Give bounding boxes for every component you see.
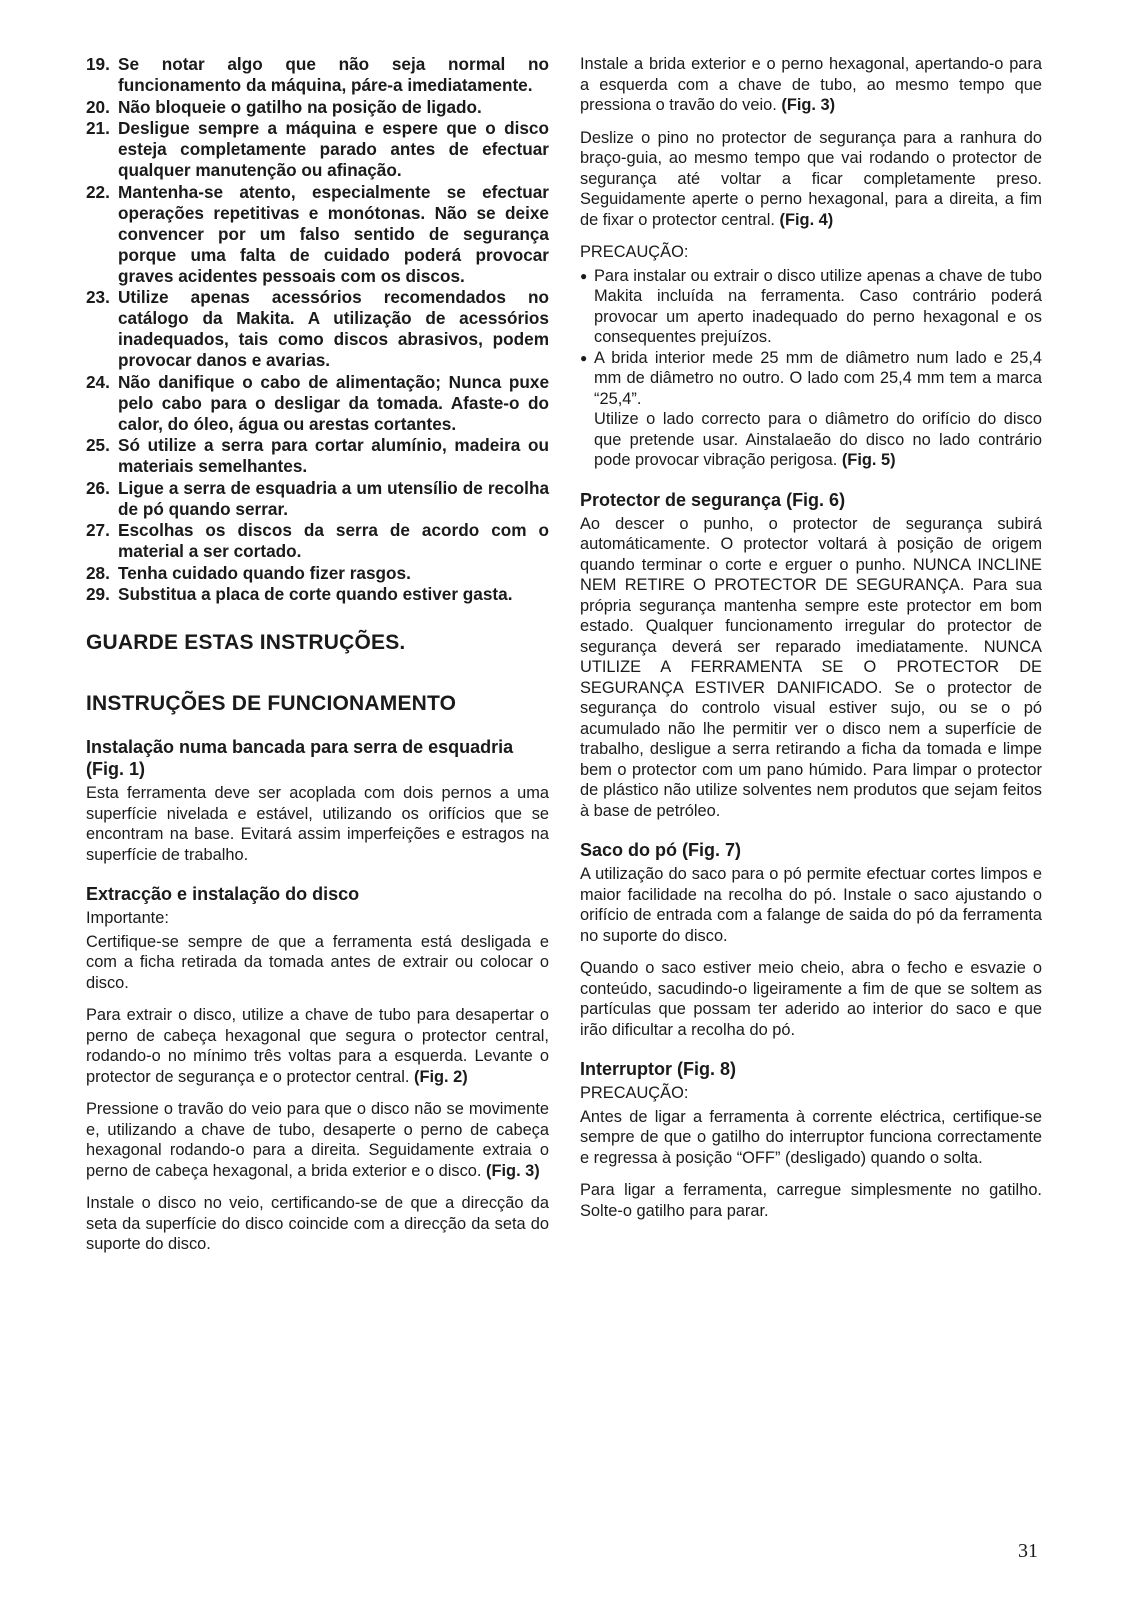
rule-number: 29. <box>86 584 110 604</box>
install-disc-text: Instale o disco no veio, certificando-se de que a direcção da seta da superfície do disco coincide com a direcção da seta do suporte do disco. <box>86 1194 549 1253</box>
list-item <box>86 520 549 562</box>
list-item <box>86 182 549 287</box>
rule-text: Ligue a serra de esquadria a um utensílio de recolha de pó quando serrar. <box>118 477 549 519</box>
bullet-text: Para instalar ou extrair o disco utilize apenas a chave de tubo Makita incluída na ferramenta. Caso contrário poderá provocar um aperto inadequado do perno hexagonal e os consequentes prejuízos. <box>594 266 1042 346</box>
rule-number: 20. <box>86 96 110 117</box>
dust-bag-heading: Saco do pó (Fig. 7) <box>580 840 741 860</box>
figure-reference: (Fig. 3) <box>486 1161 540 1180</box>
figure-reference: (Fig. 4) <box>779 210 834 229</box>
rule-number: 22. <box>86 181 110 202</box>
figure-reference: (Fig. 3) <box>781 96 836 114</box>
switch-text-2: Para ligar a ferramenta, carregue simplesmente no gatilho. Solte-o gatilho para parar. <box>580 1181 1042 1220</box>
press-paragraph <box>86 1099 549 1181</box>
rule-number: 24. <box>86 371 110 392</box>
bench-installation-text: Esta ferramenta deve ser acoplada com dois pernos a uma superfície nivelada e estável, utilizando os orifícios que se encontram na base. Evitará assim imperfeições e estragos na superfície de trabalho. <box>86 784 549 864</box>
rule-number: 26. <box>86 477 110 498</box>
important-label: Importante: <box>86 909 169 927</box>
rule-text: Não danifique o cabo de alimentação; Nunca puxe pelo cabo para o desligar da tomada. Afaste-o do calor, do óleo, água ou arestas cortantes. <box>118 371 549 434</box>
bullet-text: A brida interior mede 25 mm de diâmetro num lado e 25,4 mm de diâmetro no outro. O lado com 25,4 mm tem a marca “25,4”. <box>594 348 1042 408</box>
safety-rules-list <box>86 54 549 605</box>
bullet-continuation-text: Utilize o lado correcto para o diâmetro do orifício do disco que pretende usar. Ainstalaeão do disco no lado contrário pode provocar vibração perigosa. <box>594 410 1042 469</box>
operating-instructions-heading: INSTRUÇÕES DE FUNCIONAMENTO <box>86 692 457 715</box>
rule-text: Substitua a placa de corte quando estiver gasta. <box>118 584 513 604</box>
list-item <box>86 563 549 584</box>
list-item <box>86 54 549 96</box>
list-item <box>86 435 549 477</box>
list-item <box>86 97 549 118</box>
switch-heading: Interruptor (Fig. 8) <box>580 1059 736 1079</box>
rule-number: 28. <box>86 562 110 583</box>
pin-paragraph <box>580 128 1042 231</box>
caution-bullet <box>580 348 1042 410</box>
list-item <box>86 118 549 181</box>
caution-label: PRECAUÇÃO: <box>580 243 689 261</box>
rule-text: Escolhas os discos da serra de acordo com o material a ser cortado. <box>118 520 549 561</box>
rule-text: Não bloqueie o gatilho na posição de ligado. <box>118 96 482 117</box>
important-text: Certifique-se sempre de que a ferramenta está desligada e com a ficha retirada da tomada antes de extrair ou colocar o disco. <box>86 932 549 992</box>
switch-caution-label: PRECAUÇÃO: <box>580 1084 689 1102</box>
right-column <box>580 54 1042 1233</box>
figure-reference: (Fig. 5) <box>841 451 896 469</box>
page-number: 31 <box>1018 1540 1038 1562</box>
bullet-continuation <box>580 409 1042 471</box>
save-instructions-heading: GUARDE ESTAS INSTRUÇÕES. <box>86 631 406 654</box>
rule-number: 23. <box>86 287 110 307</box>
figure-reference: (Fig. 2) <box>414 1067 468 1086</box>
rule-number: 19. <box>86 54 110 74</box>
rule-text: Se notar algo que não seja normal no funcionamento da máquina, páre-a imediatamente. <box>118 54 549 95</box>
flange-text: Instale a brida exterior e o perno hexagonal, apertando-o para a esquerda com a chave de tubo, ao mesmo tempo que pressiona o travão do veio. <box>580 55 1042 114</box>
rule-text: Mantenha-se atento, especialmente se efectuar operações repetitivas e monótonas. Não se deixe convencer por um falso sentido de segurança porque uma falta de cuidado poderá provocar graves acidentes pessoais com os discos. <box>118 181 549 286</box>
caution-bullet <box>580 266 1042 348</box>
list-item <box>86 372 549 435</box>
list-item <box>86 478 549 520</box>
rule-number: 27. <box>86 520 110 540</box>
dust-bag-text-1: A utilização do saco para o pó permite efectuar cortes limpos e maior facilidade na recolha do pó. Instale o saco ajustando o orifício de entrada com a falange de saida do pó da ferramenta no suporte do disco. <box>580 865 1042 945</box>
press-text: Pressione o travão do veio para que o disco não se movimente e, utilizando a chave de tubo, desaperte o perno de cabeça hexagonal rodando-o para a direita. Seguidamente extraia o perno de cabeça hexagonal, a brida exterior e o disco. <box>86 1100 549 1180</box>
safety-guard-heading: Protector de segurança (Fig. 6) <box>580 489 846 510</box>
rule-text: Tenha cuidado quando fizer rasgos. <box>118 562 411 583</box>
rule-text: Desligue sempre a máquina e espere que o disco esteja completamente parado antes de efectuar qualquer manutenção ou afinação. <box>118 118 549 180</box>
list-item <box>86 287 549 371</box>
bullet-icon: ● <box>580 268 588 283</box>
dust-bag-text-2: Quando o saco estiver meio cheio, abra o fecho e esvazie o conteúdo, sacudindo-o ligeiramente a fim de que se soltem as partículas que possam ter aderido ao interior do saco e que irão dificultar a recolha do pó. <box>580 959 1042 1039</box>
rule-text: Só utilize a serra para cortar alumínio, madeira ou materiais semelhantes. <box>118 435 549 476</box>
bullet-icon: ● <box>580 350 588 365</box>
left-column <box>86 54 549 1267</box>
extract-paragraph <box>86 1005 549 1087</box>
extract-text: Para extrair o disco, utilize a chave de tubo para desapertar o perno de cabeça hexagonal que segura o protector central, rodando-o no mínimo três voltas para a esquerda. Levante o protector de segurança e o protector central. <box>86 1006 549 1086</box>
disc-removal-heading: Extracção e instalação do disco <box>86 884 360 904</box>
flange-paragraph <box>580 54 1042 116</box>
bench-installation-heading: Instalação numa bancada para serra de esquadria (Fig. 1) <box>86 737 514 779</box>
switch-text-1: Antes de ligar a ferramenta à corrente eléctrica, certifique-se sempre de que o gatilho do interruptor funciona correctamente e regressa à posição “OFF” (desligado) quando o solta. <box>580 1107 1042 1167</box>
pin-text: Deslize o pino no protector de segurança para a ranhura do braço-guia, ao mesmo tempo que vai rodando o protector de segurança até voltar a ficar completamente preso. Seguidamente aperte o perno hexagonal, para a direita, a fim de fixar o protector central. <box>580 128 1042 229</box>
rule-text: Utilize apenas acessórios recomendados no catálogo da Makita. A utilização de acessórios inadequados, tais como discos abrasivos, podem provocar danos e avarias. <box>118 287 549 370</box>
rule-number: 25. <box>86 435 110 455</box>
rule-number: 21. <box>86 118 110 138</box>
safety-guard-text: Ao descer o punho, o protector de segurança subirá automáticamente. O protector voltará à posição de origem quando terminar o corte e erguer o punho. NUNCA INCLINE NEM RETIRE O PROTECTOR DE SEGURANÇA. Para sua própria segurança mantenha sempre este protector em bom estado. Qualquer funcionamento irregular do protector de segurança deverá ser reparado imediatamente. NUNCA UTILIZE A FERRAMENTA SE O PROTECTOR DE SEGURANÇA ESTIVER DANIFICADO. Se o protector de segurança do controlo visual estiver sujo, ou se o pó acumulado não lhe permitir ver o disco nem a superfície de trabalho, desligue a serra retirando a ficha da tomada e limpe bem o protector com um pano húmido. Para limpar o protector de plástico não utilize solventes nem produtos que sejam feitos à base de petróleo. <box>580 514 1042 820</box>
list-item <box>86 584 549 605</box>
